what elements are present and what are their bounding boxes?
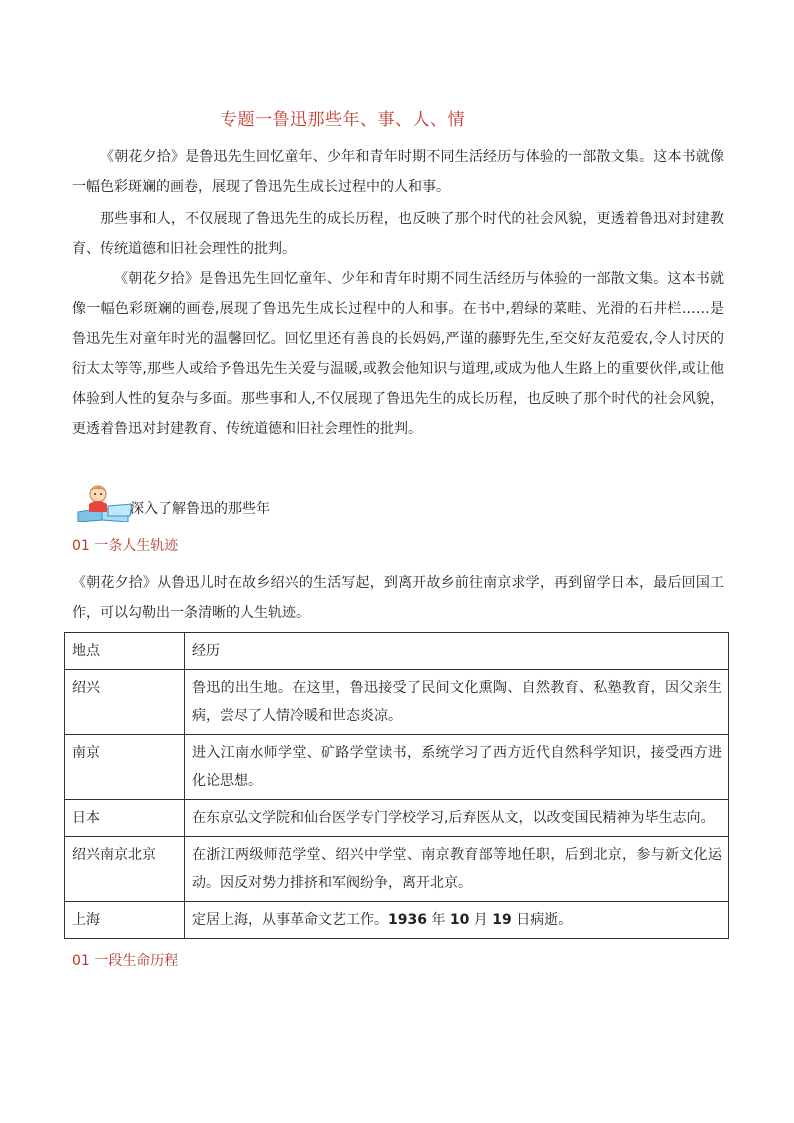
life-track-paragraph: 《朝花夕拾》从鲁迅儿时在故乡绍兴的生活写起，到离开故乡前往南京求学，再到留学日本，最后回国工作，可以勾勒出一条清晰的人生轨迹。 — [72, 575, 724, 621]
table-cell-place: 日本 — [65, 800, 185, 837]
section-label: 深入了解鲁迅的那些年 — [130, 501, 270, 517]
table-cell-experience: 在东京弘文学院和仙台医学专门学校学习,后弃医从文，以改变国民精神为毕生志向。 — [185, 800, 729, 837]
intro-paragraph-2: 那些事和人，不仅展现了鲁迅先生的成长历程，也反映了那个时代的社会风貌，更透着鲁迅对封建教育、传统道德和旧社会理性的批判。 — [72, 211, 724, 257]
life-track-table — [64, 632, 729, 939]
intro-paragraph-3: 《朝花夕拾》是鲁迅先生回忆童年、少年和青年时期不同生活经历与体验的一部散文集。这本书就像一幅色彩斑斓的画卷,展现了鲁迅先生成长过程中的人和事。在书中,碧绿的菜畦、光滑的石井栏……是鲁迅先生对童年时光的温馨回忆。回忆里还有善良的长妈妈,严谨的藤野先生,至交好友范爱农,令人讨厌的衍太太等等,那些人或给予鲁迅先生关爱与温暖,或教会他知识与道理,或成为他人生路上的重要伙伴,或让他体验到人性的复杂与多面。那些事和人,不仅展现了鲁迅先生的成长历程，也反映了那个时代的社会风貌，更透着鲁迅对封建教育、传统道德和旧社会理性的批判。 — [72, 271, 724, 437]
table-row — [65, 837, 729, 902]
experience-text: 日病逝。 — [511, 912, 573, 928]
intro-paragraph-1: 《朝花夕拾》是鲁迅先生回忆童年、少年和青年时期不同生活经历与体验的一部散文集。这本书就像一幅色彩斑斓的画卷，展现了鲁迅先生成长过程中的人和事。 — [72, 149, 724, 195]
table-cell-place: 南京 — [65, 735, 185, 800]
table-row — [65, 800, 729, 837]
death-month: 10 — [449, 912, 470, 928]
table-cell-place: 绍兴 — [65, 670, 185, 735]
table-row — [65, 902, 729, 939]
reading-child-book-icon — [72, 482, 134, 522]
experience-text: 月 — [469, 912, 493, 928]
table-cell-place: 绍兴南京北京 — [65, 837, 185, 902]
page-title: 专题一鲁迅那些年、事、人、情 — [220, 110, 465, 130]
table-header-experience: 经历 — [185, 633, 729, 670]
table-header-row — [65, 633, 729, 670]
table-cell-experience: 在浙江两级师范学堂、绍兴中学堂、南京教育部等地任职，后到北京，参与新文化运动。因反对势力排挤和军阀纷争，离开北京。 — [185, 837, 729, 902]
table-cell-experience: 进入江南水师学堂、矿路学堂读书，系统学习了西方近代自然科学知识，接受西方进化论思想。 — [185, 735, 729, 800]
table-cell-experience — [185, 902, 729, 939]
subheading-life-course: 01 一段生命历程 — [72, 953, 179, 969]
death-year: 1936 — [388, 912, 427, 928]
experience-text: 年 — [426, 912, 450, 928]
subheading-life-track: 01 一条人生轨迹 — [72, 538, 179, 554]
table-cell-place: 上海 — [65, 902, 185, 939]
table-cell-experience: 鲁迅的出生地。在这里，鲁迅接受了民间文化熏陶、自然教育、私塾教育，因父亲生病，尝尽了人情冷暖和世态炎凉。 — [185, 670, 729, 735]
experience-text: 定居上海，从事革命文艺工作。 — [192, 912, 388, 928]
table-row — [65, 735, 729, 800]
table-header-place: 地点 — [65, 633, 185, 670]
section-heading — [72, 478, 270, 522]
death-day: 19 — [492, 912, 512, 928]
table-row — [65, 670, 729, 735]
